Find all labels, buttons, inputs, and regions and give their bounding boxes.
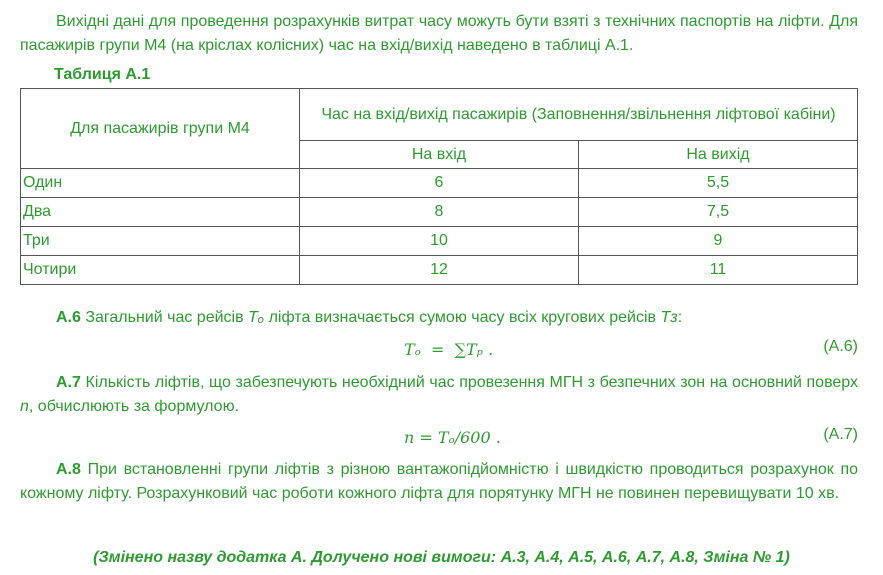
a7-text-before: Кількість ліфтів, що забезпечують необхідний час провезення МГН з безпечних зон на основний поверх <box>80 374 858 391</box>
a6-text-after: : <box>677 309 683 326</box>
a6-text-before: Загальний час рейсів <box>80 309 249 326</box>
row-label: Три <box>21 227 300 256</box>
formula-a6-number: (А.6) <box>823 338 858 355</box>
a8-paragraph <box>20 458 858 506</box>
a6-text-mid: ліфта визначається сумою часу всіх кругових рейсів <box>264 309 661 326</box>
col-out-header: На вихід <box>579 141 858 169</box>
col-time-group-header: Час на вхід/вихід пасажирів (Заповнення/звільнення ліфтової кабіни) <box>300 89 858 141</box>
row-label: Один <box>21 169 300 198</box>
row-out-value: 5,5 <box>579 169 858 198</box>
row-out-value: 9 <box>579 227 858 256</box>
row-out-value: 11 <box>579 256 858 285</box>
row-in-value: 8 <box>300 198 579 227</box>
a6-symbol-to: Tₒ <box>248 309 265 326</box>
col-in-header: На вхід <box>300 141 579 169</box>
formula-a6-expression: Tₒ = ∑Tₚ . <box>404 340 494 359</box>
a6-paragraph <box>20 306 858 330</box>
intro-paragraph: Вихідні дані для проведення розрахунків витрат часу можуть бути взяті з технічних паспортів на ліфти. Для пасажирів групи М4 (на кріслах колісних) час на вхід/вихід наведено в таблиці А.1. <box>20 13 858 54</box>
row-label: Два <box>21 198 300 227</box>
table-row <box>21 198 858 227</box>
a7-text-after: , обчислюють за формулою. <box>28 398 240 415</box>
a6-label: А.6 <box>56 309 81 326</box>
formula-a7-number: (А.7) <box>823 426 858 443</box>
formula-a7 <box>20 426 858 450</box>
a7-symbol-n: n <box>20 398 29 415</box>
col-passenger-header: Для пасажирів групи М4 <box>21 89 300 169</box>
a7-paragraph <box>20 371 858 419</box>
row-in-value: 10 <box>300 227 579 256</box>
row-in-value: 12 <box>300 256 579 285</box>
time-table <box>20 88 858 285</box>
row-in-value: 6 <box>300 169 579 198</box>
row-label: Чотири <box>21 256 300 285</box>
formula-a6 <box>20 338 858 362</box>
a6-symbol-tz: Tз <box>660 309 678 326</box>
table-row <box>21 227 858 256</box>
row-out-value: 7,5 <box>579 198 858 227</box>
table-row <box>21 169 858 198</box>
a8-label: А.8 <box>56 461 81 478</box>
formula-a7-expression: n = Tₒ/600 . <box>404 428 501 447</box>
table-caption: Таблиця А.1 <box>54 66 151 83</box>
table-row <box>21 256 858 285</box>
a7-label: А.7 <box>56 374 81 391</box>
amendment-note: (Змінено назву додатка А. Долучено нові вимоги: А.3, А.4, А.5, А.6, А.7, А.8, Зміна № 1) <box>93 549 790 566</box>
a8-text: При встановленні групи ліфтів з різною вантажопідйомністю і швидкістю проводиться розрахунок по кожному ліфту. Розрахунковий час роботи кожного ліфта для порятунку МГН не повинен перевищувати 10 хв. <box>20 461 858 502</box>
